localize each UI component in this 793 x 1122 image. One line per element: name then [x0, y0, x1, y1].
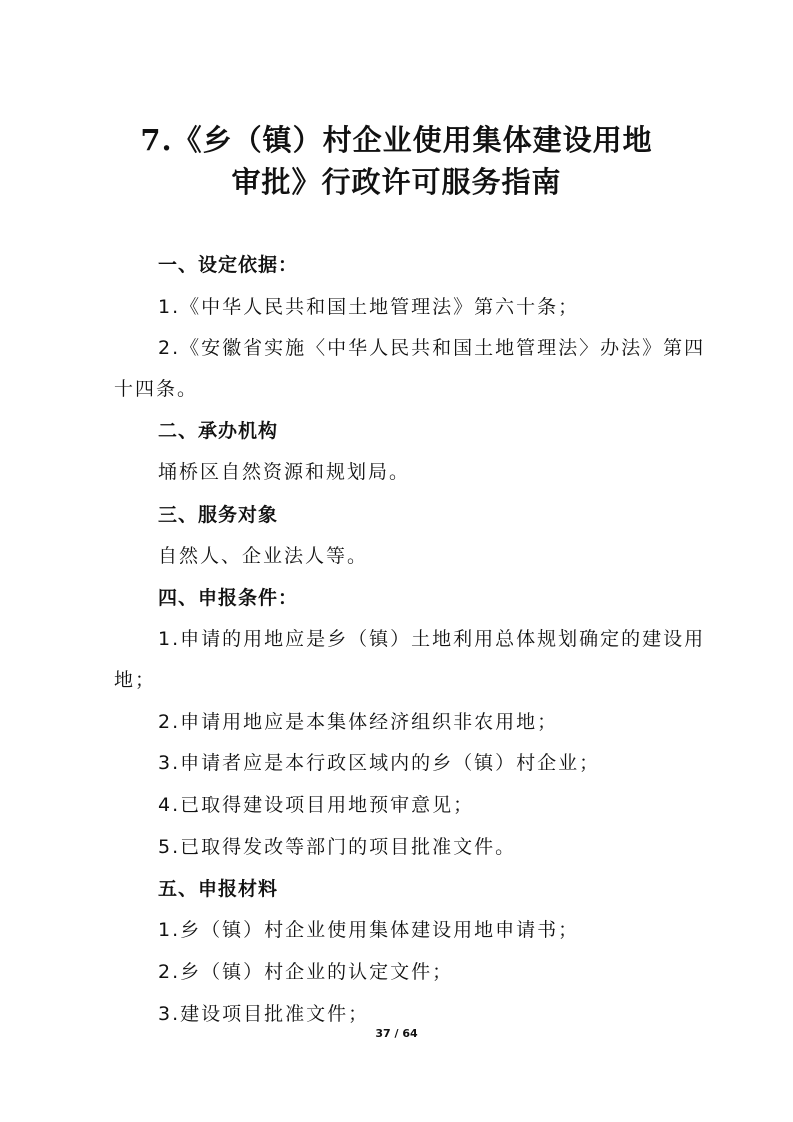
section-heading-agency: 二、承办机构 — [158, 420, 279, 442]
section-heading-materials: 五、申报材料 — [158, 878, 279, 900]
basis-item-2: 2.《安徽省实施〈中华人民共和国土地管理法〉办法》第四 — [158, 337, 706, 359]
condition-item-1: 1.申请的用地应是乡（镇）土地利用总体规划确定的建设用 — [158, 628, 706, 650]
condition-item-2: 2.申请用地应是本集体经济组织非农用地； — [158, 711, 559, 733]
section-heading-target: 三、服务对象 — [158, 504, 279, 526]
section-heading-conditions: 四、申报条件： — [158, 587, 299, 609]
condition-item-1-continued: 地； — [114, 669, 157, 691]
condition-item-5: 5.已取得发改等部门的项目批准文件。 — [158, 836, 517, 858]
basis-item-2-continued: 十四条。 — [114, 378, 199, 400]
material-item-3: 3.建设项目批准文件； — [158, 1003, 370, 1025]
material-item-2: 2.乡（镇）村企业的认定文件； — [158, 961, 454, 983]
agency-text: 埇桥区自然资源和规划局。 — [158, 461, 411, 483]
condition-item-4: 4.已取得建设项目用地预审意见； — [158, 794, 475, 816]
target-text: 自然人、企业法人等。 — [158, 545, 369, 567]
document-title-line-1: 7.《乡（镇）村企业使用集体建设用地 — [140, 123, 653, 157]
document-title-line-2: 审批》行政许可服务指南 — [231, 165, 562, 199]
page-number: 37 / 64 — [375, 1027, 418, 1040]
section-heading-basis: 一、设定依据： — [158, 254, 299, 276]
basis-item-1: 1.《中华人民共和国土地管理法》第六十条； — [158, 296, 580, 318]
condition-item-3: 3.申请者应是本行政区域内的乡（镇）村企业； — [158, 752, 601, 774]
material-item-1: 1.乡（镇）村企业使用集体建设用地申请书； — [158, 919, 580, 941]
